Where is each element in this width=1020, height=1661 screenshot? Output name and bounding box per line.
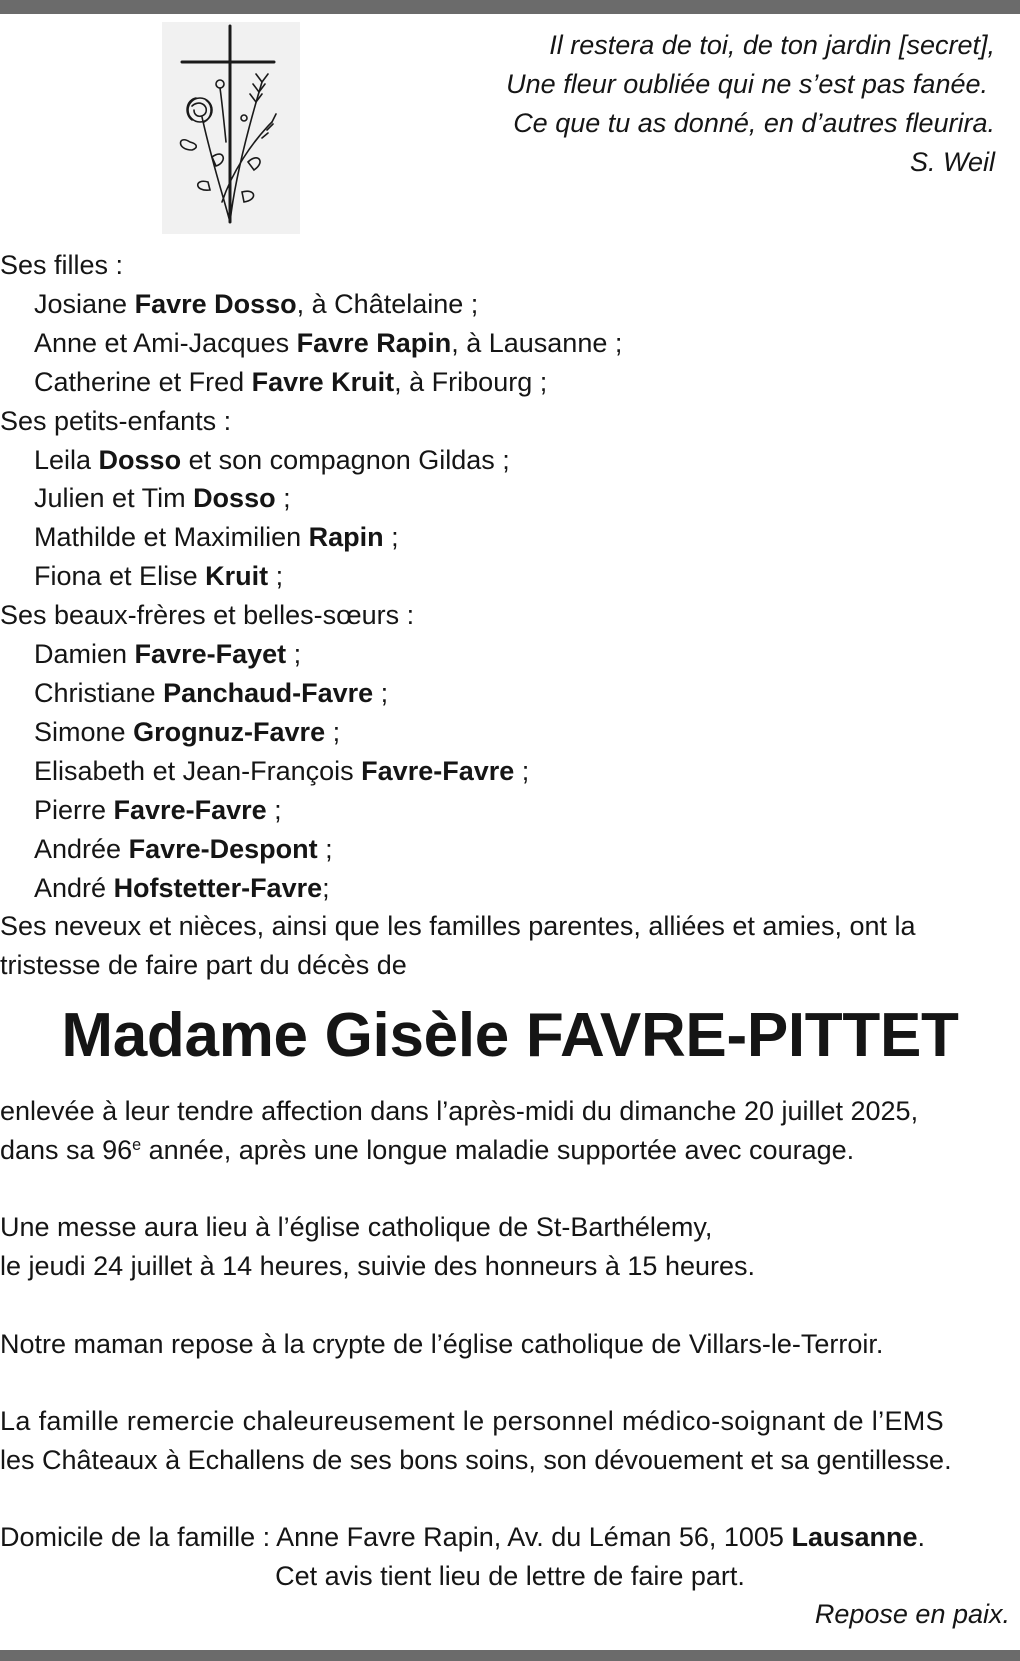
list-item	[0, 674, 1000, 713]
list-item	[0, 285, 1000, 324]
domicile-line	[0, 1518, 1020, 1557]
relative-first-names: Elisabeth et Jean-François	[34, 755, 362, 786]
relative-first-names: Damien	[34, 639, 135, 670]
relative-surname: Favre-Favre	[113, 794, 267, 825]
relative-first-names: Anne et Ami-Jacques	[34, 327, 297, 358]
ordinal-suffix: e	[132, 1135, 142, 1154]
list-item	[0, 479, 1000, 518]
relative-suffix: ;	[325, 716, 341, 747]
domicile-block	[0, 1518, 1020, 1634]
domicile-address: Domicile de la famille : Anne Favre Rapin, Av. du Léman 56, 1005	[0, 1522, 792, 1552]
relative-suffix: , à Châtelaine ;	[296, 288, 479, 319]
relative-surname: Hofstetter-Favre	[113, 872, 323, 903]
domicile-city: Lausanne	[791, 1522, 918, 1552]
list-item	[0, 713, 1000, 752]
top-rule	[0, 0, 1020, 14]
list-item	[0, 791, 1000, 830]
list-item	[0, 441, 1000, 480]
relative-suffix: ;	[514, 755, 530, 786]
poem-line: Ce que tu as donné, en d’autres fleurira.	[513, 108, 995, 138]
deceased-name: Madame Gisèle FAVRE-PITTET	[61, 1001, 959, 1070]
relative-surname: Panchaud-Favre	[163, 677, 374, 708]
relative-first-names: Julien et Tim	[34, 483, 194, 514]
mass-info	[0, 1208, 1020, 1285]
relative-suffix: ;	[322, 872, 330, 903]
relative-surname: Kruit	[205, 561, 269, 592]
relative-first-names: Josiane	[34, 288, 135, 319]
inlaws-heading: Ses beaux-frères et belles-sœurs :	[0, 600, 415, 631]
death-notice	[0, 1092, 1020, 1169]
relative-surname: Grognuz-Favre	[133, 716, 326, 747]
relative-suffix: , à Lausanne ;	[451, 327, 623, 358]
domicile-period: .	[917, 1522, 926, 1552]
relative-surname: Dosso	[193, 483, 276, 514]
death-notice-line: enlevée à leur tendre affection dans l’après-midi du dimanche 20 juillet 2025,	[0, 1096, 919, 1126]
relative-suffix: , à Fribourg ;	[394, 366, 548, 397]
relative-first-names: Pierre	[34, 794, 114, 825]
relative-suffix: ;	[275, 483, 291, 514]
rest-place-line: Notre maman repose à la crypte de l’église catholique de Villars-le-Terroir.	[0, 1329, 884, 1359]
mass-line: le jeudi 24 juillet à 14 heures, suivie des honneurs à 15 heures.	[0, 1250, 755, 1281]
list-item	[0, 635, 1000, 674]
relative-surname: Favre Kruit	[251, 366, 395, 397]
cross-with-flowers-icon	[162, 22, 300, 234]
bottom-rule	[0, 1650, 1020, 1661]
age-text: dans sa 96	[0, 1134, 133, 1165]
list-item	[0, 557, 1000, 596]
closing-phrase: Repose en paix.	[814, 1599, 1010, 1629]
thanks-line: La famille remercie chaleureusement le personnel médico-soignant de l’EMS	[0, 1406, 945, 1436]
list-item	[0, 518, 1000, 557]
list-item	[0, 752, 1000, 791]
relative-surname: Favre-Favre	[361, 755, 515, 786]
death-notice-line	[0, 1131, 1020, 1170]
relative-first-names: Christiane	[34, 677, 164, 708]
relative-suffix: ;	[268, 561, 284, 592]
family-list	[0, 246, 1000, 985]
mass-line: Une messe aura lieu à l’église catholique de St-Barthélemy,	[0, 1212, 713, 1242]
poem-line: Il restera de toi, de ton jardin [secret],	[549, 30, 995, 60]
grandchildren-heading: Ses petits-enfants :	[0, 405, 232, 436]
relative-first-names: Leila	[34, 444, 99, 475]
relative-first-names: Fiona et Elise	[34, 561, 206, 592]
closing-line: Ses neveux et nièces, ainsi que les familles parentes, alliées et amies, ont la	[0, 911, 916, 942]
notice-note: Cet avis tient lieu de lettre de faire part.	[275, 1560, 745, 1591]
relative-first-names: Simone	[34, 716, 134, 747]
poem-author: S. Weil	[909, 147, 995, 177]
relative-first-names: Catherine et Fred	[34, 366, 252, 397]
relative-suffix: ;	[373, 677, 389, 708]
thanks-line: les Châteaux à Echallens de ses bons soins, son dévouement et sa gentillesse.	[0, 1444, 952, 1475]
relative-suffix: et son compagnon Gildas ;	[181, 444, 510, 475]
closing-line: tristesse de faire part du décès de	[0, 950, 407, 981]
relative-first-names: Mathilde et Maximilien	[34, 522, 309, 553]
relative-surname: Favre Rapin	[296, 327, 452, 358]
relative-suffix: ;	[266, 794, 282, 825]
relative-surname: Favre-Despont	[128, 833, 318, 864]
relative-suffix: ;	[286, 639, 302, 670]
relative-suffix: ;	[317, 833, 333, 864]
relative-first-names: André	[34, 872, 114, 903]
illness-text: année, après une longue maladie supportée avec courage.	[141, 1134, 855, 1165]
list-item	[0, 363, 1000, 402]
relative-first-names: Andrée	[34, 833, 129, 864]
list-item	[0, 869, 1000, 908]
list-item	[0, 830, 1000, 869]
poem	[506, 26, 995, 182]
thanks	[0, 1402, 1020, 1479]
relative-surname: Rapin	[308, 522, 384, 553]
daughters-heading: Ses filles :	[0, 250, 124, 280]
relative-surname: Favre-Fayet	[134, 639, 287, 670]
relative-surname: Favre Dosso	[134, 288, 297, 319]
relative-suffix: ;	[383, 522, 399, 553]
relative-surname: Dosso	[98, 444, 182, 475]
list-item	[0, 324, 1000, 363]
rest-place	[0, 1325, 1020, 1364]
poem-line: Une fleur oubliée qui ne s’est pas fanée.	[506, 69, 988, 99]
